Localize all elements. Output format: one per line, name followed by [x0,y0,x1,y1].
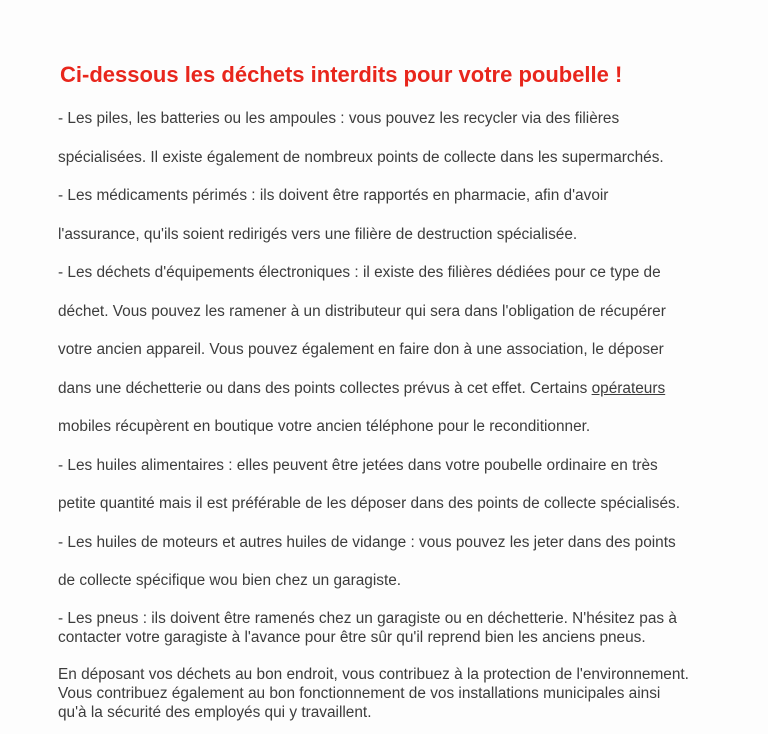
underlined-word: opérateurs [591,380,666,397]
text-line [58,380,665,398]
text-line: spécialisées. Il existe également de nombreux points de collecte dans les supermarchés. [58,149,664,166]
text-line: déchet. Vous pouvez les ramener à un distributeur qui sera dans l'obligation de récupérer [58,303,666,320]
text-line: petite quantité mais il est préférable de les déposer dans des points de collecte spécialisés. [58,495,680,512]
text-line: l'assurance, qu'ils soient redirigés vers une filière de destruction spécialisée. [58,226,578,243]
text-line: - Les pneus : ils doivent être ramenés chez un garagiste ou en déchetterie. N'hésitez pas à [58,610,677,627]
closing-line: Vous contribuez également au bon fonctionnement de vos installations municipales ainsi [58,685,661,702]
page-title: Ci-dessous les déchets interdits pour votre poubelle ! [60,62,623,87]
text-line: - Les piles, les batteries ou les ampoules : vous pouvez les recycler via des filières [58,110,620,127]
text-line: mobiles récupèrent en boutique votre ancien téléphone pour le reconditionner. [58,418,591,435]
text-segment: dans une déchetterie ou dans des points collectes prévus à cet effet. Certains [58,380,588,397]
text-line: - Les médicaments périmés : ils doivent être rapportés en pharmacie, afin d'avoir [58,187,609,204]
text-line: - Les huiles de moteurs et autres huiles de vidange : vous pouvez les jeter dans des points [58,534,676,551]
text-line: de collecte spécifique wou bien chez un garagiste. [58,572,402,589]
closing-line: En déposant vos déchets au bon endroit, vous contribuez à la protection de l'environnement. [58,666,689,683]
text-line: votre ancien appareil. Vous pouvez également en faire don à une association, le déposer [58,341,664,358]
text-line: contacter votre garagiste à l'avance pour être sûr qu'il reprend bien les anciens pneus. [58,629,646,646]
text-line: - Les déchets d'équipements électroniques : il existe des filières dédiées pour ce type de [58,264,661,281]
closing-line: qu'à la sécurité des employés qui y travaillent. [58,704,372,721]
text-line: - Les huiles alimentaires : elles peuvent être jetées dans votre poubelle ordinaire en très [58,457,658,474]
